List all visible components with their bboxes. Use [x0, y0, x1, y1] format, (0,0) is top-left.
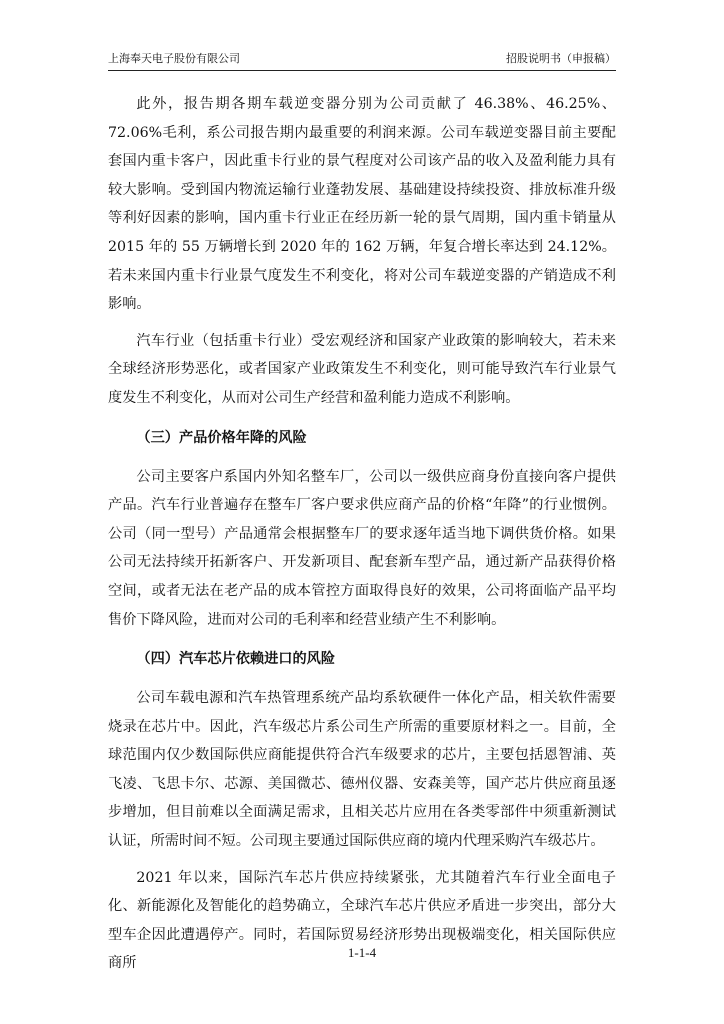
paragraph-macro-policy-risk: 汽车行业（包括重卡行业）受宏观经济和国家产业政策的影响较大，若未来全球经济形势恶化，或者国家产业政策发生不利变化，则可能导致汽车行业景气度发生不利变化，从而对公司生产经营和盈利能力造成不利影响。 — [108, 332, 616, 406]
document-body — [108, 90, 616, 978]
paragraph-chip-supply-2021: 2021 年以来，国际汽车芯片供应持续紧张，尤其随着汽车行业全面电子化、新能源化及智能化的趋势确立，全球汽车芯片供应矛盾进一步突出，部分大型车企因此遭遇停产。同时，若国际贸易经济形势出现极端变化，相关国际供应商所 — [108, 869, 616, 972]
header-company-name: 上海奉天电子股份有限公司 — [108, 52, 240, 65]
paragraph-chip-dependency: 公司车载电源和汽车热管理系统产品均系软硬件一体化产品，相关软件需要烧录在芯片中。因此，汽车级芯片系公司生产所需的重要原材料之一。目前，全球范围内仅少数国际供应商能提供符合汽车级要求的芯片，主要包括恩智浦、英飞凌、飞思卡尔、芯源、美国微芯、德州仪器、安森美等，国产芯片供应商虽逐步增加，但目前难以全面满足需求，且相关芯片应用在各类零部件中须重新测试认证，所需时间不短。公司现主要通过国际供应商的境内代理采购汽车级芯片。 — [108, 690, 616, 850]
paragraph-price-decline: 公司主要客户系国内外知名整车厂，公司以一级供应商身份直接向客户提供产品。汽车行业普遍存在整车厂客户要求供应商产品的价格“年降”的行业惯例。公司（同一型号）产品通常会根据整车厂的要求逐年适当地下调供货价格。如果公司无法持续开拓新客户、开发新项目、配套新车型产品，通过新产品获得价格空间，或者无法在老产品的成本管控方面取得良好的效果，公司将面临产品平均售价下降风险，进而对公司的毛利率和经营业绩产生不利影响。 — [108, 468, 616, 628]
header-document-title: 招股说明书（申报稿） — [506, 52, 616, 65]
section-heading-price-decline: （三）产品价格年降的风险 — [136, 429, 307, 446]
section-heading-chip-import: （四）汽车芯片依赖进口的风险 — [136, 651, 336, 668]
paragraph-gross-profit-inverter: 此外，报告期各期车载逆变器分别为公司贡献了 46.38%、46.25%、72.06%毛利，系公司报告期内最重要的利润来源。公司车载逆变器目前主要配套国内重卡客户，因此重卡行业的景气程度对公司该产品的收入及盈利能力具有较大影响。受到国内物流运输行业蓬勃发展、基础建设持续投资、排放标准升级等利好因素的影响，国内重卡行业正在经历新一轮的景气周期，国内重卡销量从 2015 年的 55 万辆增长到 2020 年的 162 万辆，年复合增长率达到 24.12%。若未来国内重卡行业景气度发生不利变化，将对公司车载逆变器的产销造成不利影响。 — [108, 96, 616, 313]
page-number: 1-1-4 — [347, 945, 377, 960]
page-header — [108, 50, 616, 71]
